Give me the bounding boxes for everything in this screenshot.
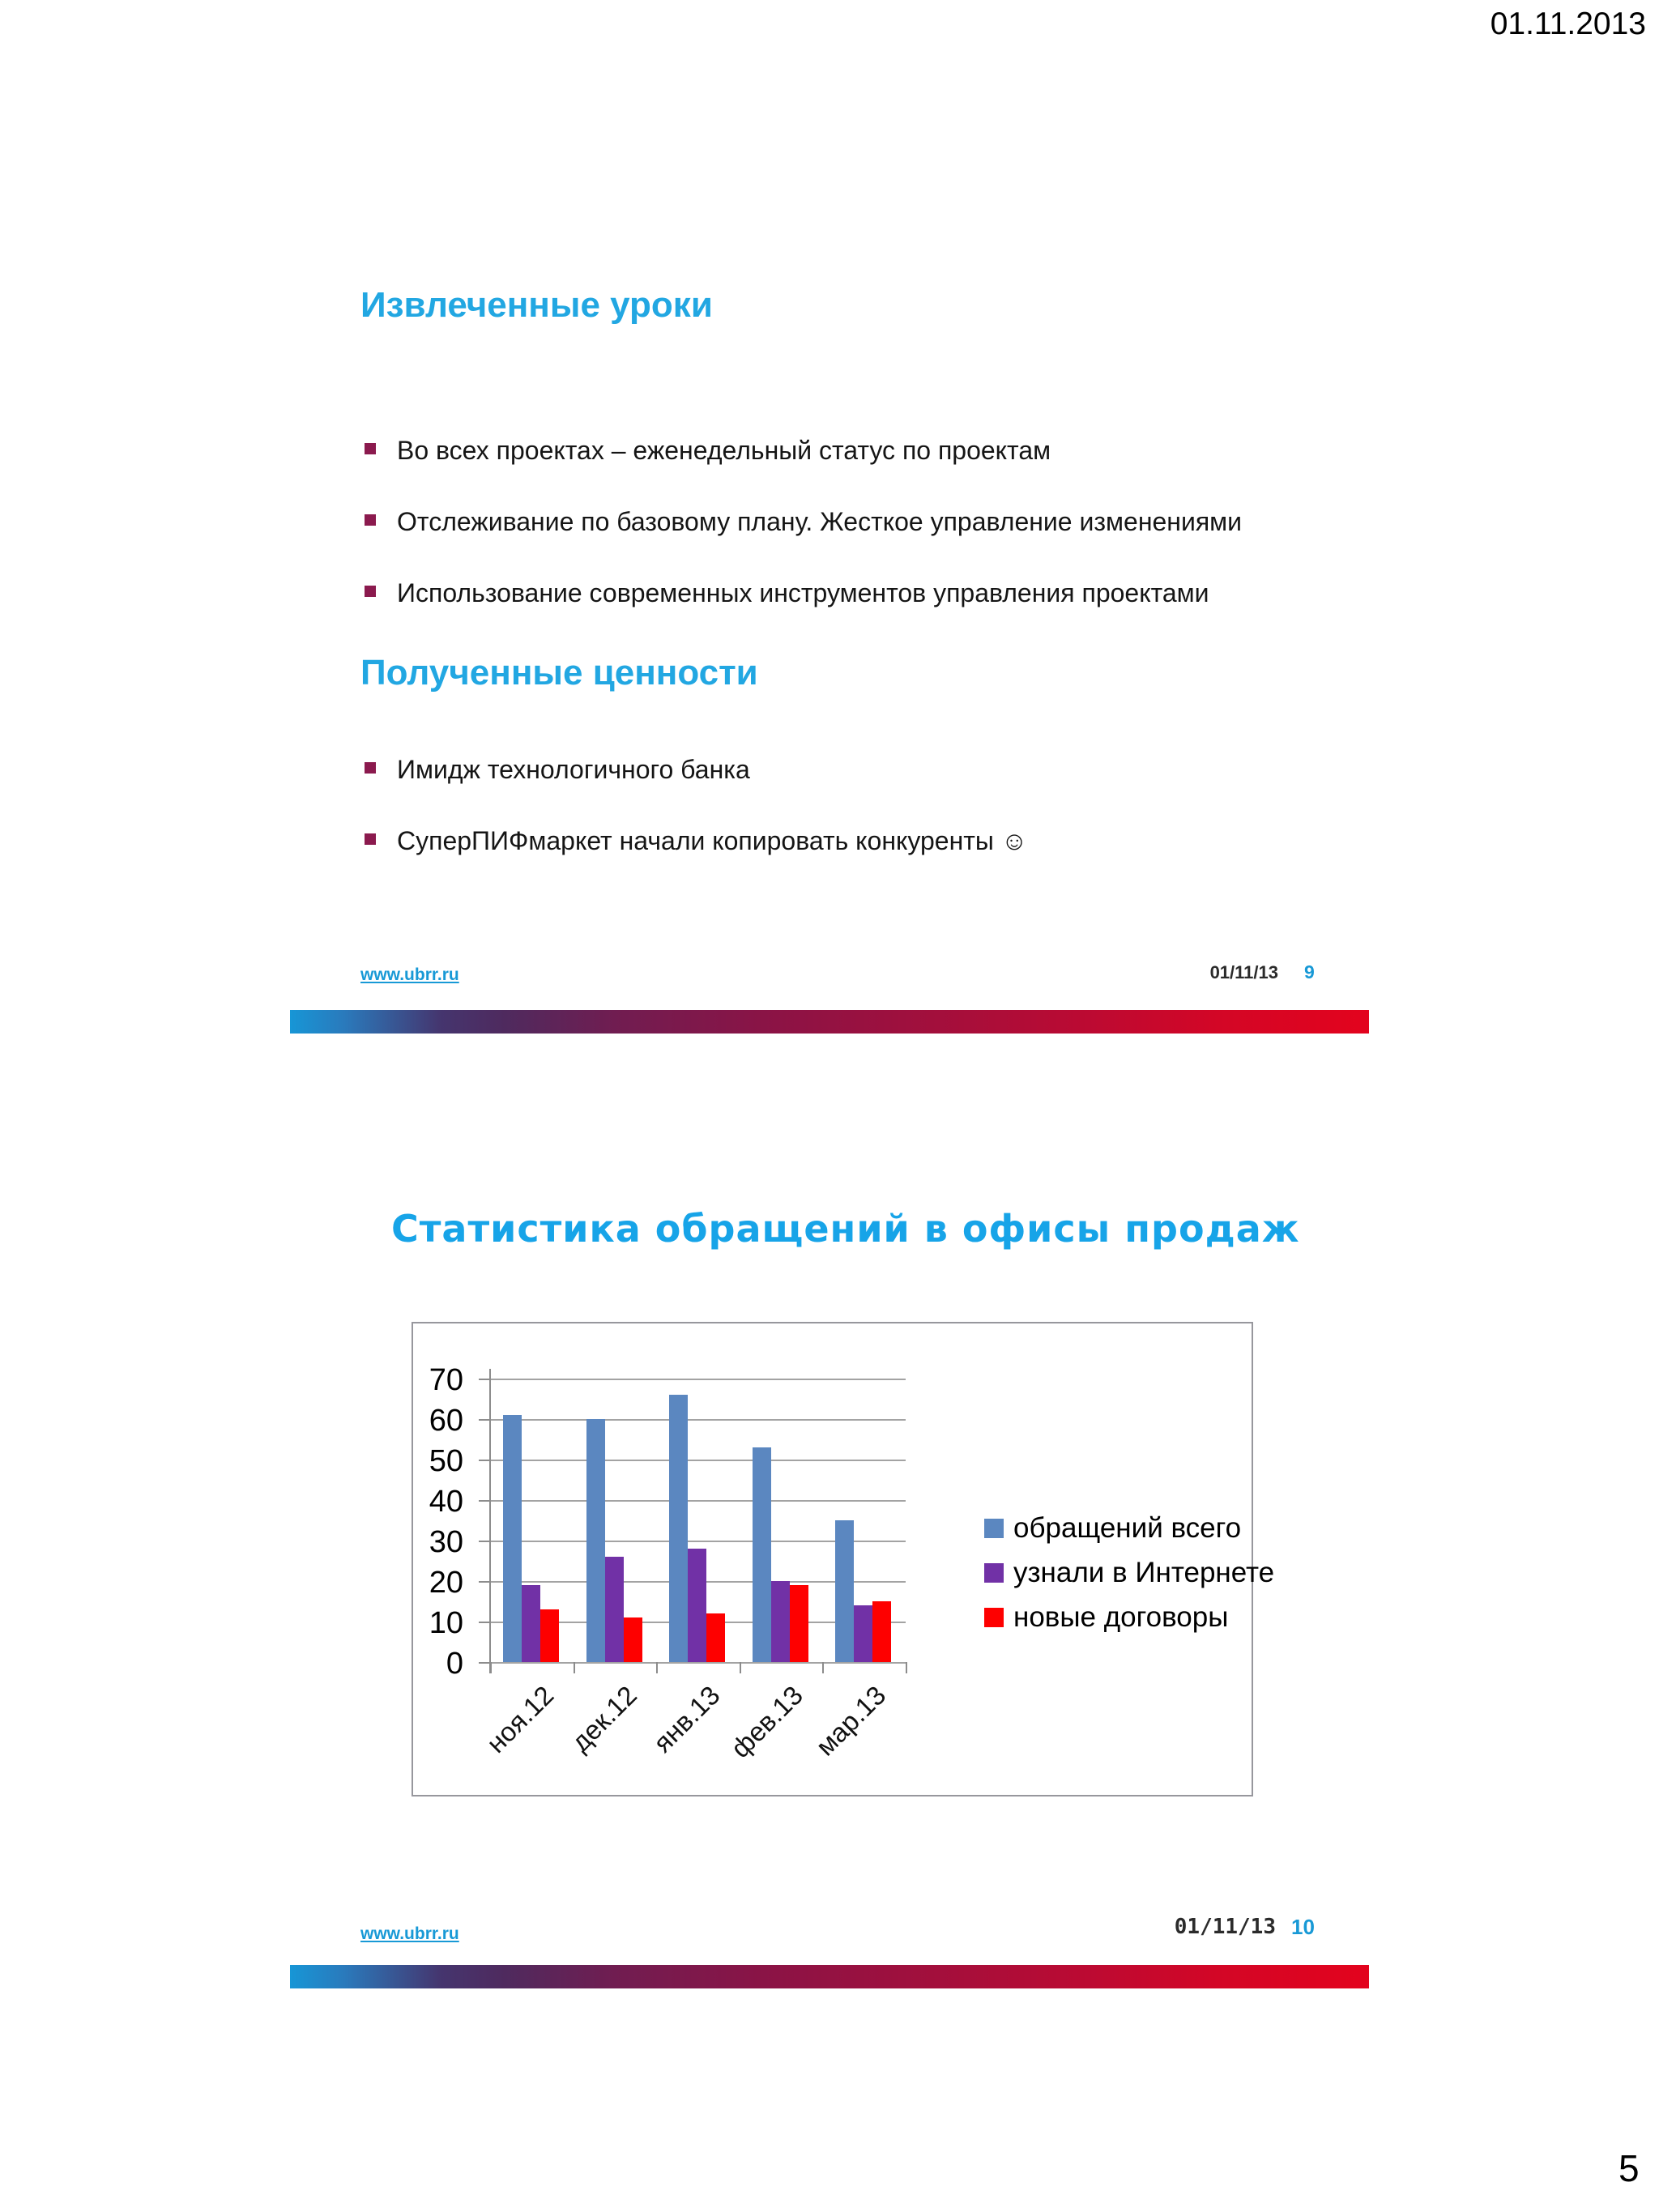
slide-number: 9 xyxy=(1304,961,1315,982)
bar-янв.13-series-2 xyxy=(706,1613,725,1662)
y-tick-label: 20 xyxy=(429,1566,463,1600)
gridline xyxy=(490,1500,906,1502)
bar-фев.13-series-0 xyxy=(753,1447,771,1662)
y-axis-tick xyxy=(479,1541,490,1542)
bar-дек.12-series-0 xyxy=(586,1419,605,1662)
bar-мар.13-series-0 xyxy=(835,1520,854,1662)
y-axis-tick xyxy=(479,1419,490,1421)
bullet-square-icon xyxy=(365,514,376,526)
y-axis-tick xyxy=(479,1379,490,1380)
bullet-text: Отслеживание по базовому плану. Жесткое управление изменениями xyxy=(397,507,1243,536)
slide1-title: Извлеченные уроки xyxy=(360,285,713,325)
bar-дек.12-series-2 xyxy=(624,1617,642,1662)
y-tick-label: 0 xyxy=(446,1647,463,1681)
list-item xyxy=(365,507,1242,537)
gridline xyxy=(490,1662,906,1664)
ubrr-site-link[interactable]: www.ubrr.ru xyxy=(360,965,459,984)
x-tick-label: янв.13 xyxy=(647,1680,726,1758)
bullet-square-icon xyxy=(365,586,376,597)
bullet-text: СуперПИФмаркет начали копировать конкуренты ☺ xyxy=(397,826,1028,855)
footer-gradient-bar xyxy=(290,1965,1369,1988)
y-tick-label: 50 xyxy=(429,1444,463,1478)
y-axis-tick xyxy=(479,1662,490,1664)
x-tick-label: мар.13 xyxy=(810,1680,892,1762)
chart-frame xyxy=(412,1322,1275,1796)
bar-ноя.12-series-0 xyxy=(503,1415,522,1662)
gridline xyxy=(490,1419,906,1421)
list-item xyxy=(365,755,750,785)
footer-date: 01/11/13 xyxy=(1174,1915,1276,1939)
list-item xyxy=(365,826,1027,856)
bullet-text: Использование современных инструментов управления проектами xyxy=(397,578,1209,607)
slide2-title: Статистика обращений в офисы продаж xyxy=(391,1207,1300,1251)
bullet-text: Во всех проектах – еженедельный статус по проектам xyxy=(397,436,1051,465)
bar-фев.13-series-1 xyxy=(771,1581,790,1662)
legend-swatch-icon xyxy=(984,1608,1004,1627)
y-tick-label: 10 xyxy=(429,1606,463,1640)
legend-item xyxy=(984,1557,1275,1588)
bullet-square-icon xyxy=(365,443,376,454)
x-tick-label: дек.12 xyxy=(565,1680,643,1758)
y-tick-label: 40 xyxy=(429,1485,463,1519)
gridline xyxy=(490,1379,906,1380)
y-axis-tick xyxy=(479,1460,490,1461)
list-item xyxy=(365,578,1209,608)
footer-date: 01/11/13 xyxy=(1209,962,1278,982)
bar-мар.13-series-2 xyxy=(872,1601,891,1662)
y-axis-tick xyxy=(479,1581,490,1583)
bar-мар.13-series-1 xyxy=(854,1605,872,1662)
bar-янв.13-series-0 xyxy=(669,1395,688,1662)
legend-item xyxy=(984,1601,1229,1633)
legend-swatch-icon xyxy=(984,1563,1004,1583)
x-axis-tick xyxy=(822,1662,824,1673)
legend-swatch-icon xyxy=(984,1519,1004,1538)
legend-label: обращений всего xyxy=(1013,1512,1242,1544)
y-axis-tick xyxy=(479,1500,490,1502)
x-axis-tick xyxy=(656,1662,658,1673)
y-axis-line xyxy=(489,1369,491,1673)
y-tick-label: 70 xyxy=(429,1363,463,1397)
x-tick-label: фев.13 xyxy=(725,1680,809,1764)
x-axis-tick xyxy=(906,1662,907,1673)
legend-item xyxy=(984,1512,1242,1544)
slide-number: 10 xyxy=(1291,1915,1315,1939)
bar-янв.13-series-1 xyxy=(688,1549,706,1662)
bar-дек.12-series-1 xyxy=(605,1557,624,1662)
bar-ноя.12-series-1 xyxy=(522,1585,540,1662)
ubrr-site-link[interactable]: www.ubrr.ru xyxy=(360,1924,459,1943)
x-axis-tick xyxy=(574,1662,575,1673)
x-axis-tick xyxy=(490,1662,492,1673)
bar-фев.13-series-2 xyxy=(790,1585,808,1662)
page-number: 5 xyxy=(1618,2147,1640,2189)
x-tick-label: ноя.12 xyxy=(480,1680,560,1759)
slide1-subtitle: Полученные ценности xyxy=(360,653,758,693)
footer-gradient-bar xyxy=(290,1010,1369,1034)
bullet-text: Имидж технологичного банка xyxy=(397,755,750,784)
x-axis-tick xyxy=(740,1662,741,1673)
gridline xyxy=(490,1460,906,1461)
list-item xyxy=(365,436,1051,466)
legend-label: новые договоры xyxy=(1013,1601,1229,1633)
legend-label: узнали в Интернете xyxy=(1013,1557,1275,1588)
bar-ноя.12-series-2 xyxy=(540,1609,559,1662)
bullet-square-icon xyxy=(365,762,376,774)
y-tick-label: 60 xyxy=(429,1404,463,1438)
y-tick-label: 30 xyxy=(429,1525,463,1559)
y-axis-tick xyxy=(479,1622,490,1623)
bullet-square-icon xyxy=(365,833,376,845)
header-date: 01.11.2013 xyxy=(1490,6,1646,41)
